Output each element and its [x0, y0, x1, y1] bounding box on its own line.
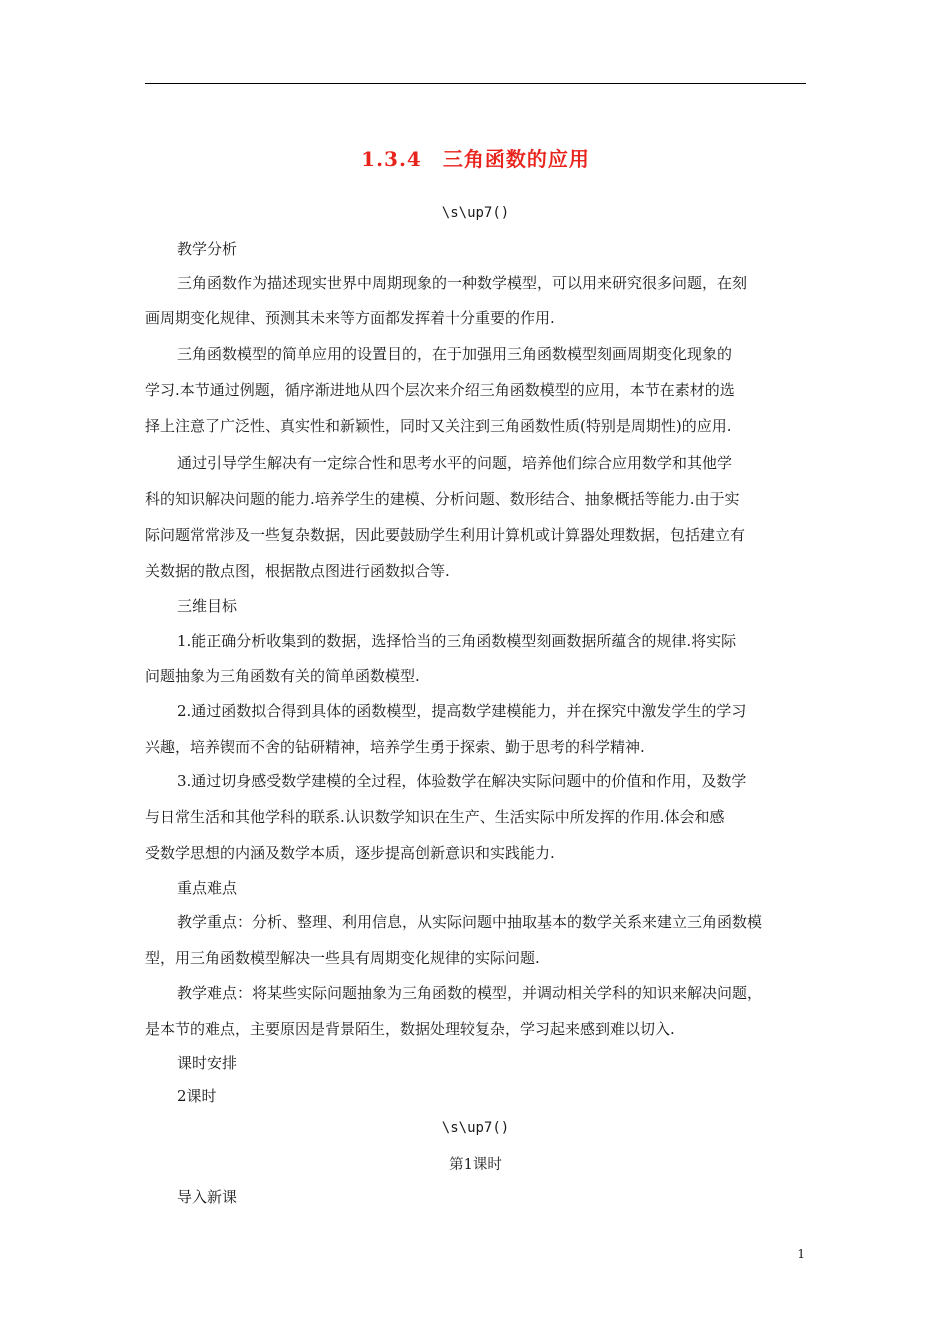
paragraph-line: 受数学思想的内涵及数学本质，逐步提高创新意识和实践能力.: [145, 844, 555, 862]
paragraph-line: 学习.本节通过例题，循序渐进地从四个层次来介绍三角函数模型的应用，本节在素材的选: [145, 381, 735, 399]
class-hours: 2课时: [177, 1087, 217, 1105]
heading-teaching-analysis: 教学分析: [177, 240, 238, 258]
paragraph-line: 择上注意了广泛性、真实性和新颖性，同时又关注到三角函数性质(特别是周期性)的应用.: [145, 417, 732, 435]
paragraph-line: 画周期变化规律、预测其未来等方面都发挥着十分重要的作用.: [145, 309, 555, 327]
equation-code: \s\up7(): [441, 205, 510, 221]
paragraph-line: 关数据的散点图，根据散点图进行函数拟合等.: [145, 562, 450, 580]
heading-introduction: 导入新课: [177, 1188, 238, 1206]
paragraph-line: 教学难点：将某些实际问题抽象为三角函数的模型，并调动相关学科的知识来解决问题，: [177, 984, 763, 1002]
heading-key-difficult-points: 重点难点: [177, 879, 238, 897]
paragraph-line: 通过引导学生解决有一定综合性和思考水平的问题，培养他们综合应用数学和其他学: [177, 454, 733, 472]
equation-code: \s\up7(): [441, 1120, 510, 1136]
paragraph-line: 与日常生活和其他学科的联系.认识数学知识在生产、生活实际中所发挥的作用.体会和感: [145, 808, 725, 826]
list-item: 2.通过函数拟合得到具体的函数模型，提高数学建模能力，并在探究中激发学生的学习: [177, 702, 747, 720]
paragraph-line: 三角函数作为描述现实世界中周期现象的一种数学模型，可以用来研究很多问题，在刻: [177, 274, 748, 292]
paragraph-line: 型，用三角函数模型解决一些具有周期变化规律的实际问题.: [145, 949, 540, 967]
heading-class-schedule: 课时安排: [177, 1054, 238, 1072]
paragraph-line: 科的知识解决问题的能力.培养学生的建模、分析问题、数形结合、抽象概括等能力.由于实: [145, 490, 740, 508]
paragraph-line: 际问题常常涉及一些复杂数据，因此要鼓励学生利用计算机或计算器处理数据，包括建立有: [145, 526, 746, 544]
paragraph-line: 问题抽象为三角函数有关的简单函数模型.: [145, 667, 420, 685]
paragraph-line: 三角函数模型的简单应用的设置目的，在于加强用三角函数模型刻画周期变化现象的: [177, 345, 733, 363]
paragraph-line: 教学重点：分析、整理、利用信息，从实际问题中抽取基本的数学关系来建立三角函数模: [177, 913, 763, 931]
heading-three-dimensional-goals: 三维目标: [177, 597, 238, 615]
paragraph-line: 兴趣，培养锲而不舍的钻研精神，培养学生勇于探索、勤于思考的科学精神.: [145, 738, 645, 756]
page-title: 1.3.4 三角函数的应用: [361, 147, 590, 171]
header-rule: [145, 83, 806, 84]
lesson-label: 第1课时: [449, 1157, 502, 1173]
list-item: 3.通过切身感受数学建模的全过程，体验数学在解决实际问题中的价值和作用，及数学: [177, 772, 747, 790]
list-item: 1.能正确分析收集到的数据，选择恰当的三角函数模型刻画数据所蕴含的规律.将实际: [177, 632, 737, 650]
paragraph-line: 是本节的难点，主要原因是背景陌生，数据处理较复杂，学习起来感到难以切入.: [145, 1020, 675, 1038]
page-number: 1: [797, 1247, 805, 1261]
